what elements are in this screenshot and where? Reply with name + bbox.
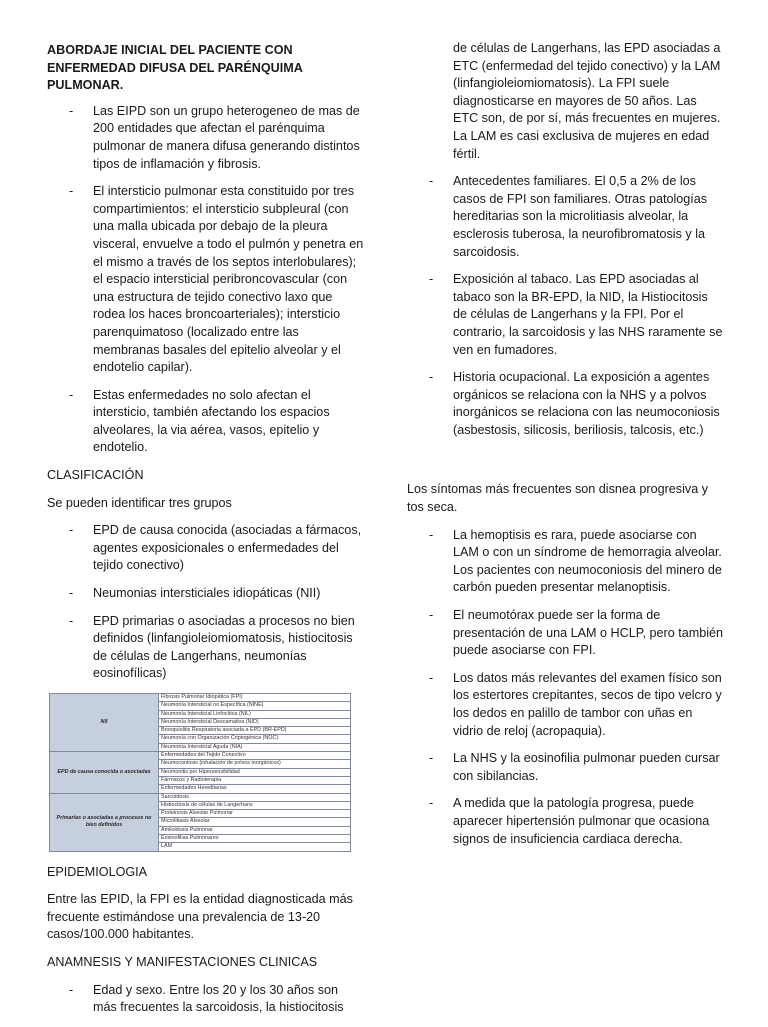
- list-item: - A medida que la patología progresa, puede aparecer hipertensión pulmonar que ocasiona signos de insuficiencia cardiaca derecha.: [407, 795, 725, 848]
- list-item: - EPD primarias o asociadas a procesos no bien definidos (linfangioleiomiomatosis, histiocitosis de células de Langerhans, neumonías eosinofílicas): [47, 613, 365, 683]
- classification-table: [49, 693, 351, 852]
- list-item: - Las EIPD son un grupo heterogeneo de mas de 200 entidades que afectan el parénquima pulmonar de manera difusa generando distintos tipos de inflamación y fibrosis.: [47, 103, 365, 173]
- table-cell: Neumonitis por Hipersensibilidad: [159, 768, 351, 776]
- list-item: - Antecedentes familiares. El 0,5 a 2% de los casos de FPI son familiares. Otras patologías hereditarias son la microlitiasis alveolar, la esclerosis tuberosa, la neurofibromatosis y la sarcoidosis.: [407, 173, 725, 261]
- table-cell: Microlitiasis Alveolar: [159, 818, 351, 826]
- groups-list: [47, 522, 365, 683]
- table-group-label: EPD de causa conocida o asociadas: [50, 752, 159, 793]
- table-cell: Fármacos y Radioterapia: [159, 776, 351, 784]
- anamnesis-list: [47, 982, 365, 1017]
- epidemiologia-heading: EPIDEMIOLOGIA: [47, 864, 148, 879]
- list-item: - Los datos más relevantes del examen físico son los estertores crepitantes, secos de tipo velcro y los dedos en palillo de tambor con uñas en vidrio de reloj (acropaquia).: [407, 670, 725, 740]
- intro-list: [47, 103, 365, 457]
- list-item: - El intersticio pulmonar esta constituido por tres compartimientos: el intersticio subpleural (con una malla ubicada por debajo de la pleura visceral, envuelve a todo el pulmón y penetra en el mismo a través de los septos interlobulares); el espacio intersticial peribroncovascular (con una estructura de tejido conectivo laxo que rodea los haces broncoarteriales); intersticio parenquimatoso (localizado entre las membranas basales del epitelio alveolar y el endotelio capilar).: [47, 183, 365, 377]
- table-cell: Fibrosis Pulmonar Idiopática (FPI): [159, 694, 351, 702]
- table-cell: Enfermedades del Tejido Conectivo: [159, 752, 351, 760]
- table-cell: Neumonía Intersticial Aguda (NIA): [159, 743, 351, 751]
- list-item: - Exposición al tabaco. Las EPD asociadas al tabaco son la BR-EPD, la NID, la Histiocitosis de células de Langerhans y la FPI. Por el contrario, la sarcoidosis y las NHS raramente se ven en fumadores.: [407, 271, 725, 359]
- clasificacion-intro: Se pueden identificar tres grupos: [47, 495, 232, 510]
- list-item: - La hemoptisis es rara, puede asociarse con LAM o con un síndrome de hemorragia alveolar. Los pacientes con neumoconiosis del minero de carbón pueden presentar melanoptisis.: [407, 527, 725, 597]
- spacer: [407, 449, 725, 481]
- table-group-label: NII: [50, 694, 159, 752]
- left-column: [47, 40, 365, 1027]
- table-cell: Neumonía con Organización Criptogénica (NOC): [159, 735, 351, 743]
- document-title: ABORDAJE INICIAL DEL PACIENTE CON ENFERMEDAD DIFUSA DEL PARÉNQUIMA PULMONAR.: [47, 43, 303, 93]
- table-cell: Neumonía Intersticial Descamativa (NID): [159, 718, 351, 726]
- table-cell: Neumonía Intersticial no Específica (NINE): [159, 702, 351, 710]
- continuation-text: de células de Langerhans, las EPD asociadas a ETC (enfermedad del tejido conectivo) y la LAM (linfangioleiomiomatosis). La FPI suele diagnosticarse en mayores de 50 años. Las ETC son, de por sí, más frecuentes en mujeres. La LAM es casi exclusiva de mujeres en edad fértil.: [453, 41, 721, 161]
- epidemiologia-text: Entre las EPID, la FPI es la entidad diagnosticada más frecuente estimándose una prevalencia de 13-20 casos/100.000 habitantes.: [47, 892, 353, 942]
- list-item: - Estas enfermedades no solo afectan el intersticio, también afectando los espacios alveolares, la via aérea, vasos, epitelio y endotelio.: [47, 387, 365, 457]
- table-cell: Enfermedades Hereditarias: [159, 785, 351, 793]
- table-cell: Bronquiolitis Respiratoria asociada a EPD (BR-EPD): [159, 727, 351, 735]
- table-cell: Eosinofilias Pulmonares: [159, 835, 351, 843]
- table-cell: Amiloidosis Pulmonar: [159, 826, 351, 834]
- list-item: - EPD de causa conocida (asociadas a fármacos, agentes exposicionales o enfermedades del tejido conectivo): [47, 522, 365, 575]
- anamnesis-heading: ANAMNESIS Y MANIFESTACIONES CLINICAS: [47, 955, 318, 970]
- list-item: - Neumonias intersticiales idiopáticas (NII): [47, 585, 365, 603]
- table-cell: Sarcoidosis: [159, 793, 351, 801]
- table-cell: Neumoconiosis (inhalación de polvos inorgánicos): [159, 760, 351, 768]
- anamnesis-list-continued: [407, 173, 725, 439]
- table-cell: LAM: [159, 843, 351, 851]
- table-cell: Neumonía Intersticial Linfocítica (NIL): [159, 710, 351, 718]
- list-item: - La NHS y la eosinofilia pulmonar pueden cursar con sibilancias.: [407, 750, 725, 785]
- sintomas-list: [407, 527, 725, 849]
- table-group-label: Primarias o asociadas a procesos no bien definidos: [50, 793, 159, 851]
- table-cell: Histiocitosis de células de Langerhans: [159, 801, 351, 809]
- list-item: - Edad y sexo. Entre los 20 y los 30 años son más frecuentes la sarcoidosis, la histiocitosis: [47, 982, 365, 1017]
- table-cell: Proteinosis Alveolar Pulmonar: [159, 810, 351, 818]
- sintomas-text: Los síntomas más frecuentes son disnea progresiva y tos seca.: [407, 482, 709, 515]
- clasificacion-heading: CLASIFICACIÓN: [47, 468, 144, 483]
- list-item: - Historia ocupacional. La exposición a agentes orgánicos se relaciona con la NHS y a polvos inorgánicos se relaciona con las neumoconiosis (asbestosis, silicosis, beriliosis, talcosis, etc.): [407, 369, 725, 439]
- right-column: [407, 40, 725, 858]
- list-item: - El neumotórax puede ser la forma de presentación de una LAM o HCLP, pero también puede asociarse con FPI.: [407, 607, 725, 660]
